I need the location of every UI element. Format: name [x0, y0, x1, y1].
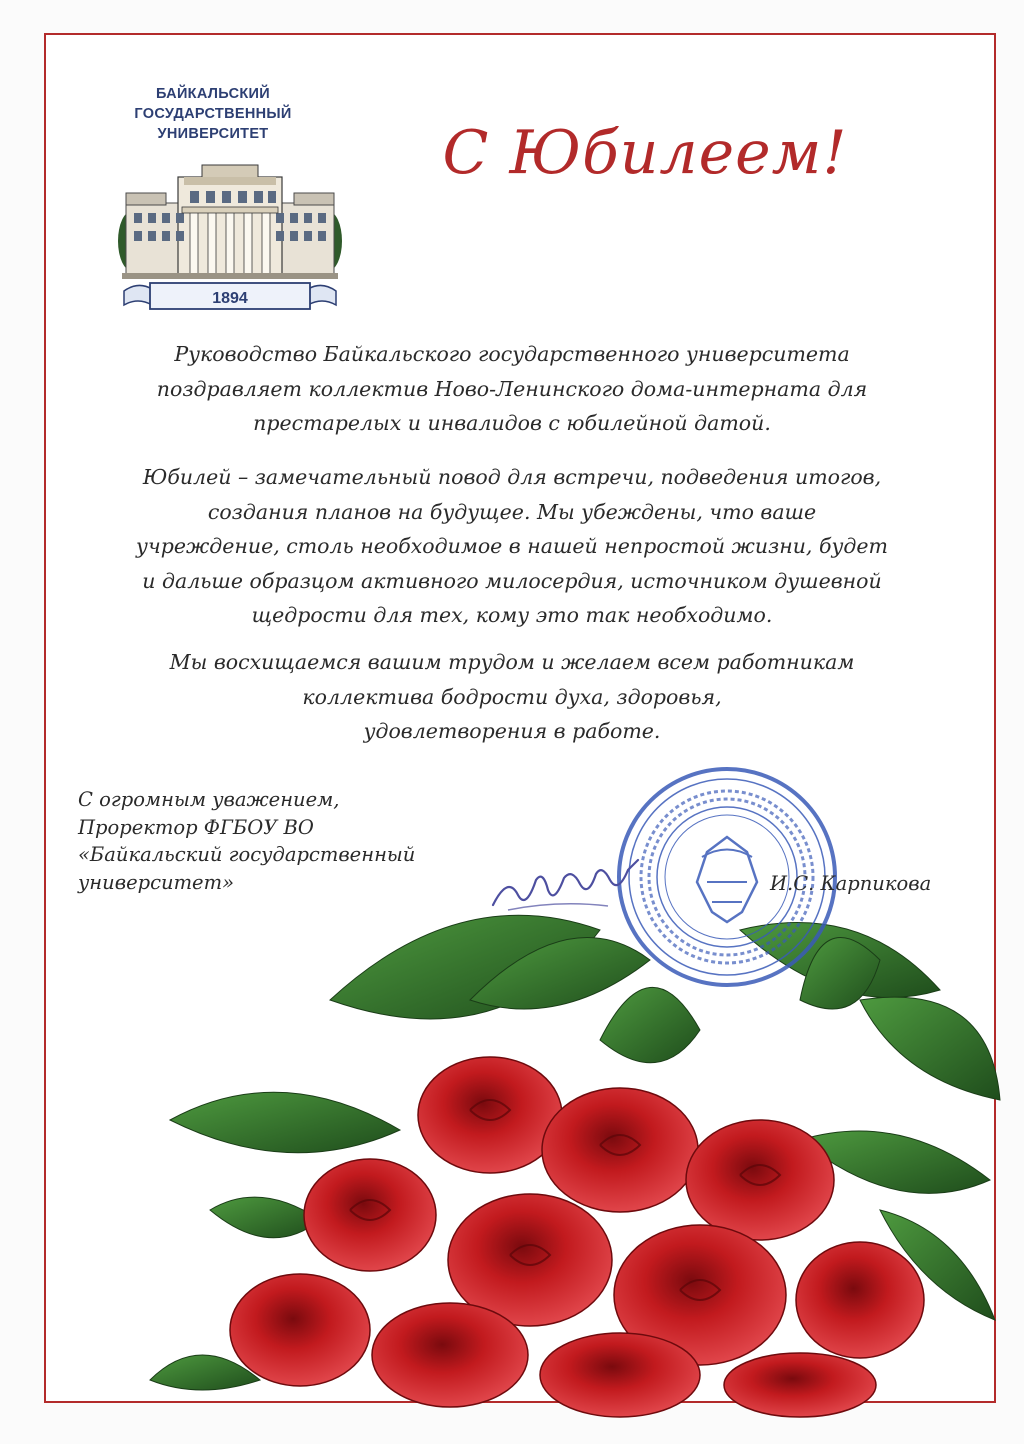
heading: С Юбилеем!: [442, 118, 848, 188]
founded-year: 1894: [212, 290, 248, 307]
university-name: [88, 84, 338, 144]
paragraph-line: Руководство Байкальского государственного университета: [174, 342, 850, 366]
paragraph-line: удовлетворения в работе.: [363, 719, 661, 743]
paragraph-line: учреждение, столь необходимое в нашей непростой жизни, будет: [136, 534, 888, 558]
paragraph-3: [70, 645, 954, 749]
paragraph-2: [70, 460, 954, 633]
paragraph-line: поздравляет коллектив Ново-Ленинского дома-интерната для: [156, 376, 868, 401]
paragraph-1: [70, 337, 954, 441]
paragraph-line: и дальше образцом активного милосердия, источником душевной: [142, 568, 882, 593]
signer-name: И.С. Карпикова: [770, 872, 932, 895]
university-name-line-3: УНИВЕРСИТЕТ: [157, 126, 269, 142]
university-building-logo: [118, 163, 342, 313]
paragraph-line: щедрости для тех, кому это так необходимо.: [251, 603, 773, 627]
paragraph-line: Мы восхищаемся вашим трудом и желаем всем работникам: [169, 650, 855, 674]
university-name-line-1: БАЙКАЛЬСКИЙ: [156, 86, 270, 102]
closing-line: С огромным уважением,: [78, 788, 340, 811]
paragraph-line: создания планов на будущее. Мы убеждены, что ваше: [207, 499, 817, 524]
paragraph-line: коллектива бодрости духа, здоровья,: [302, 684, 722, 709]
closing-line: университет»: [78, 870, 235, 894]
paragraph-line: престарелых и инвалидов с юбилейной датой.: [253, 411, 771, 435]
closing-block: [78, 786, 415, 896]
university-name-line-2: ГОСУДАРСТВЕННЫЙ: [134, 106, 292, 122]
paragraph-line: Юбилей – замечательный повод для встречи, подведения итогов,: [142, 465, 882, 489]
closing-line: Проректор ФГБОУ ВО: [78, 815, 314, 839]
handwritten-signature: [488, 850, 658, 920]
closing-line: «Байкальский государственный: [78, 843, 416, 866]
